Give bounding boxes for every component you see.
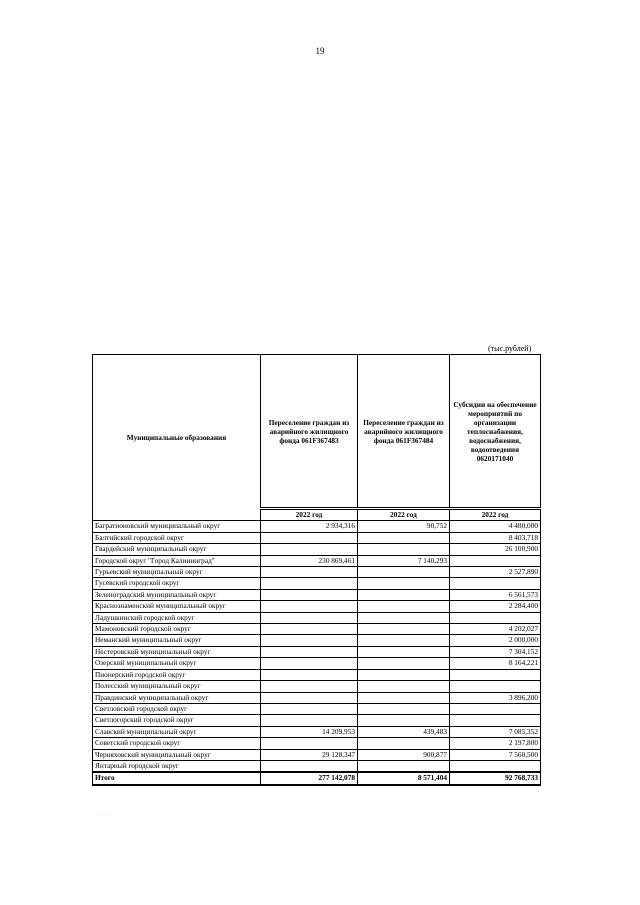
year-label: 2022 год <box>261 509 358 521</box>
table-row <box>93 715 541 726</box>
value-cell: 2 197,800 <box>450 738 541 749</box>
table-row <box>93 658 541 669</box>
value-cell: 230 869,461 <box>261 555 358 566</box>
value-cell: 7 140,293 <box>358 555 450 566</box>
value-cell: 2 527,890 <box>450 567 541 578</box>
municipality-cell: Ладушкинский городской округ <box>93 612 261 623</box>
value-cell <box>358 658 450 669</box>
value-cell: 900,877 <box>358 749 450 760</box>
column-header-resettlement-484: Переселение граждан из аварийного жилищного фонда 061F367484 <box>358 355 450 509</box>
table-row <box>93 669 541 680</box>
value-cell <box>261 612 358 623</box>
value-cell: 439,483 <box>358 726 450 737</box>
value-cell <box>358 578 450 589</box>
municipality-cell: Пионерский городской округ <box>93 669 261 680</box>
table-body <box>93 521 541 785</box>
value-cell <box>261 624 358 635</box>
value-cell: 6 561,573 <box>450 589 541 600</box>
value-cell: 8 164,221 <box>450 658 541 669</box>
value-cell: 7 560,500 <box>450 749 541 760</box>
value-cell: 4 480,000 <box>450 521 541 532</box>
value-cell <box>261 681 358 692</box>
table-row <box>93 521 541 532</box>
value-cell <box>358 703 450 714</box>
scan-artifact: · · · · · <box>96 812 112 818</box>
table-row <box>93 738 541 749</box>
year-label: 2022 год <box>450 509 541 521</box>
value-cell <box>261 532 358 543</box>
value-cell <box>358 681 450 692</box>
value-cell <box>358 646 450 657</box>
table-row <box>93 612 541 623</box>
value-cell <box>261 760 358 772</box>
year-label: 2022 год <box>358 509 450 521</box>
municipality-cell: Нестеровский муниципальный округ <box>93 646 261 657</box>
value-cell: 277 142,078 <box>261 772 358 784</box>
municipality-cell: Славский муниципальный округ <box>93 726 261 737</box>
value-cell <box>358 612 450 623</box>
municipality-cell: Советский городской округ <box>93 738 261 749</box>
municipality-cell: Гурьевский муниципальный округ <box>93 567 261 578</box>
value-cell: 14 209,953 <box>261 726 358 737</box>
table-row <box>93 681 541 692</box>
table-row <box>93 567 541 578</box>
value-cell <box>261 692 358 703</box>
units-label: (тыс.рублей) <box>488 344 532 353</box>
municipality-cell: Светлогорский городской округ <box>93 715 261 726</box>
value-cell <box>450 578 541 589</box>
municipality-cell: Краснознаменский муниципальный округ <box>93 601 261 612</box>
value-cell: 7 304,152 <box>450 646 541 657</box>
total-row <box>93 772 541 784</box>
value-cell <box>358 715 450 726</box>
municipality-cell: Правдинский муниципальный округ <box>93 692 261 703</box>
value-cell <box>358 635 450 646</box>
value-cell <box>358 692 450 703</box>
value-cell <box>358 760 450 772</box>
value-cell <box>261 738 358 749</box>
value-cell <box>358 532 450 543</box>
municipality-cell: Черняховский муниципальный округ <box>93 749 261 760</box>
table-row <box>93 703 541 714</box>
value-cell <box>358 544 450 555</box>
page-number: 19 <box>315 46 325 56</box>
value-cell <box>358 738 450 749</box>
value-cell <box>261 578 358 589</box>
value-cell <box>261 544 358 555</box>
value-cell: 2 000,000 <box>450 635 541 646</box>
value-cell <box>261 567 358 578</box>
municipality-cell: Полесский муниципальный округ <box>93 681 261 692</box>
value-cell: 8 403,718 <box>450 532 541 543</box>
table-row <box>93 532 541 543</box>
municipality-cell: Итого <box>93 772 261 784</box>
value-cell: 2 284,400 <box>450 601 541 612</box>
table-row <box>93 544 541 555</box>
table-row <box>93 624 541 635</box>
value-cell: 29 128,347 <box>261 749 358 760</box>
value-cell <box>261 635 358 646</box>
table-row <box>93 692 541 703</box>
column-header-municipality: Муниципальные образования <box>93 355 261 521</box>
municipality-cell: Городской округ "Город Калининград" <box>93 555 261 566</box>
value-cell: 2 934,316 <box>261 521 358 532</box>
value-cell <box>261 715 358 726</box>
table-row <box>93 589 541 600</box>
municipality-cell: Багратионовский муниципальный округ <box>93 521 261 532</box>
value-cell <box>358 589 450 600</box>
municipality-cell: Мамоновский городской округ <box>93 624 261 635</box>
value-cell: 90,752 <box>358 521 450 532</box>
column-header-utility-subsidy: Субсидии на обеспечение мероприятий по организации теплоснабжения, водоснабжения, водоотведения 0620171040 <box>450 355 541 509</box>
value-cell: 92 768,733 <box>450 772 541 784</box>
value-cell <box>450 715 541 726</box>
value-cell <box>450 555 541 566</box>
table-row <box>93 555 541 566</box>
value-cell <box>358 624 450 635</box>
value-cell <box>450 760 541 772</box>
value-cell: 3 896,200 <box>450 692 541 703</box>
table-row <box>93 601 541 612</box>
value-cell <box>261 589 358 600</box>
table-row <box>93 578 541 589</box>
value-cell <box>358 567 450 578</box>
municipality-cell: Балтийский городской округ <box>93 532 261 543</box>
value-cell: 26 100,900 <box>450 544 541 555</box>
value-cell: 8 571,404 <box>358 772 450 784</box>
table-header-row <box>93 355 541 509</box>
value-cell <box>261 646 358 657</box>
table-row <box>93 749 541 760</box>
value-cell: 7 085,352 <box>450 726 541 737</box>
value-cell <box>450 612 541 623</box>
municipality-cell: Неманский муниципальный округ <box>93 635 261 646</box>
table-row <box>93 760 541 772</box>
column-header-resettlement-483: Переселение граждан из аварийного жилищного фонда 061F367483 <box>261 355 358 509</box>
municipality-cell: Янтарный городской округ <box>93 760 261 772</box>
value-cell <box>261 601 358 612</box>
value-cell <box>261 669 358 680</box>
table-row <box>93 646 541 657</box>
value-cell <box>358 601 450 612</box>
municipality-cell: Озерский муниципальный округ <box>93 658 261 669</box>
table-row <box>93 635 541 646</box>
municipality-cell: Светловский городской округ <box>93 703 261 714</box>
value-cell <box>450 669 541 680</box>
value-cell <box>261 703 358 714</box>
value-cell <box>450 703 541 714</box>
municipality-cell: Зеленоградский муниципальный округ <box>93 589 261 600</box>
municipality-cell: Гвардейский муниципальный округ <box>93 544 261 555</box>
budget-table <box>92 354 541 786</box>
value-cell: 4 202,027 <box>450 624 541 635</box>
value-cell <box>450 681 541 692</box>
table-row <box>93 726 541 737</box>
municipality-cell: Гусевский городской округ <box>93 578 261 589</box>
value-cell <box>358 669 450 680</box>
value-cell <box>261 658 358 669</box>
